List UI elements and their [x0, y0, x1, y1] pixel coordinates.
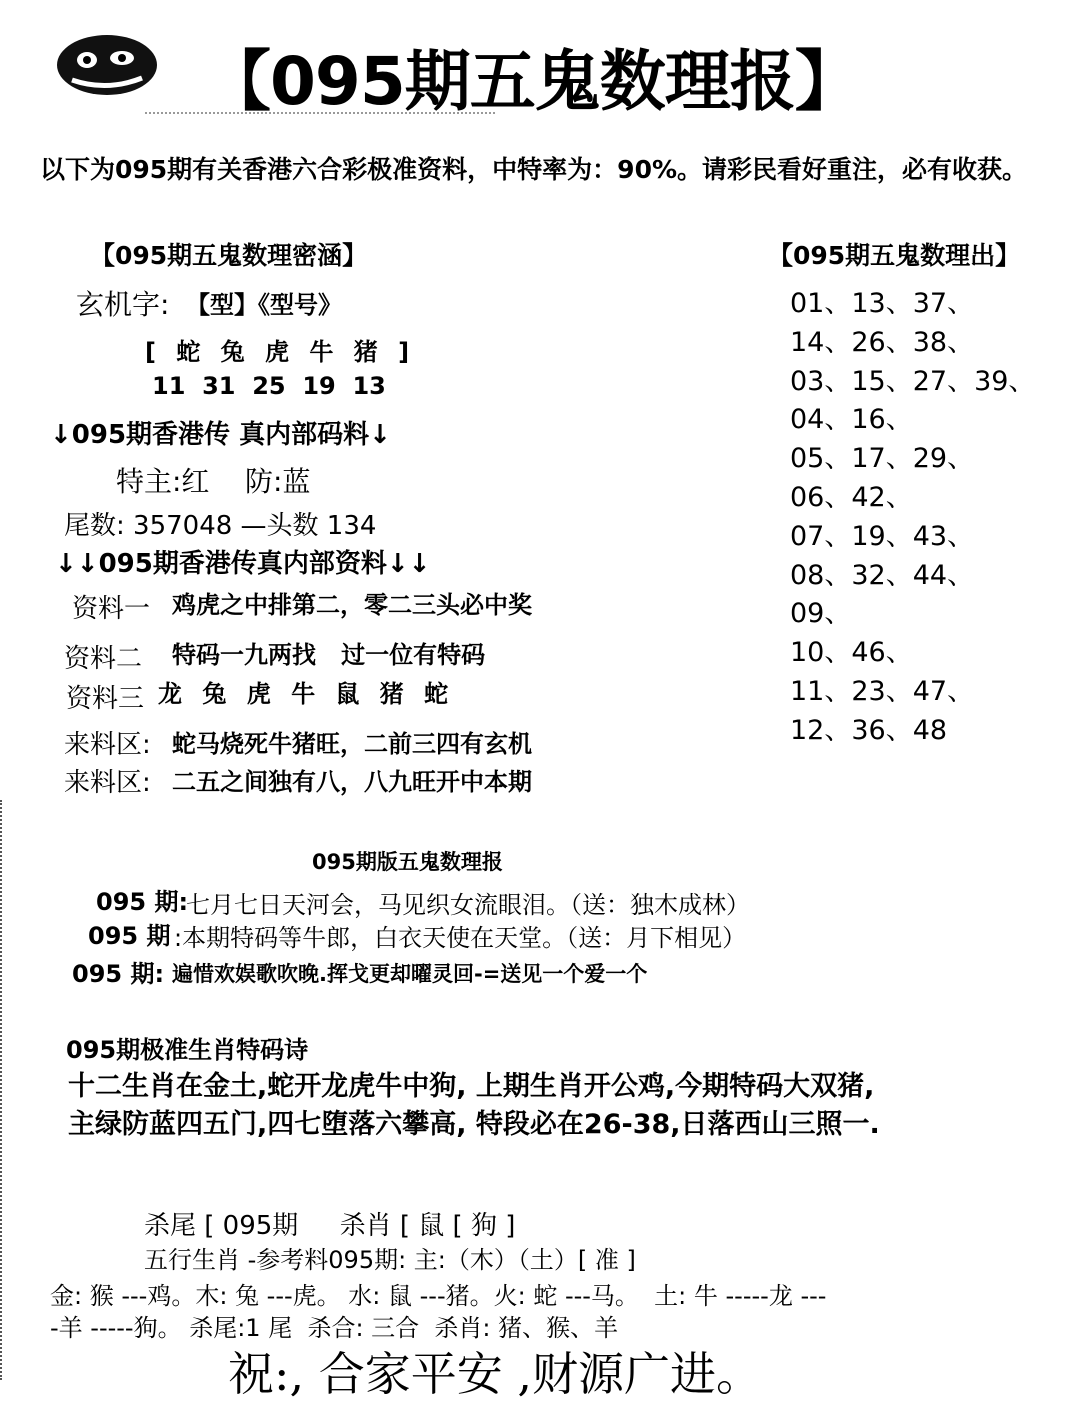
poem-line2-text: :本期特码等牛郎，白衣天使在天堂。（送：月下相见） [174, 924, 747, 952]
section-title-maliao: ↓095期香港传 真内部码料↓ [50, 420, 391, 450]
number-row: 06、42、 [790, 481, 913, 513]
xuanji-value: 【型】《型号》 [186, 291, 342, 319]
poem-line1-label: 095 期: [96, 888, 189, 916]
laiiao1-text: 蛇马烧死牛猪旺，二前三四有玄机 [172, 730, 532, 758]
number-row: 04、16、 [790, 404, 913, 436]
number-row: 10、46、 [790, 637, 913, 669]
poem-line: 主绿防蓝四五门,四七堕落六攀高, 特段必在26-38,日落西山三照一. [68, 1109, 880, 1140]
ghost-logo-icon [52, 30, 162, 100]
number-row: 03、15、27、39、 [790, 365, 1036, 397]
ziliao3-text: 龙 兔 虎 牛 鼠 猪 蛇 [158, 680, 455, 708]
zodiac-numbers: 11 31 25 19 13 [152, 372, 386, 400]
poem-line3-text: 遍惜欢娱歌吹晚.挥戈更却曜灵回-=送见一个爱一个 [172, 962, 648, 986]
intro-text: 以下为095期有关香港六合彩极准资料，中特率为：90%。请彩民看好重注，必有收获。 [40, 155, 1028, 184]
ziliao2-label: 资料二 [64, 644, 143, 674]
left-edge-dotted-border [0, 800, 8, 1380]
right-section-title: 【095期五鬼数理出】 [768, 241, 1021, 270]
number-row: 07、19、43、 [790, 520, 975, 552]
weishu-text: 尾数: 357048 —头数 134 [64, 511, 377, 541]
blessing-text: 祝:, 合家平安 ,财源广进。 [228, 1347, 762, 1401]
laiiao2-label: 来料区: [64, 768, 151, 798]
section-title-mihan: 【095期五鬼数理密涵】 [90, 241, 368, 270]
poem-title: 095期极准生肖特码诗 [66, 1036, 309, 1064]
ziliao1-text: 鸡虎之中排第二，零二三头必中奖 [172, 591, 532, 619]
number-row: 12、36、48 [790, 714, 948, 746]
number-row: 08、32、44、 [790, 559, 975, 591]
xuanji-label: 玄机字: [76, 288, 170, 321]
number-row: 01、13、37、 [790, 288, 975, 319]
section-title-ziliao: ↓↓095期香港传真内部资料↓↓ [55, 549, 431, 579]
laiiao1-label: 来料区: [64, 730, 151, 760]
zodiac-bracket: [ 蛇 兔 虎 牛 猪 ] [145, 338, 416, 366]
title-divider [145, 112, 495, 118]
ziliao3-label: 资料三 [66, 684, 145, 714]
elements-line-2: -羊 -----狗。 杀尾:1 尾 杀合: 三合 杀肖: 猪、猴、羊 [50, 1314, 619, 1342]
poem-block [68, 1068, 880, 1144]
number-row: 05、17、29、 [790, 443, 975, 475]
poem-line1-text: 七月七日天河会，马见织女流眼泪。（送：独木成林） [186, 891, 750, 919]
ziliao1-label: 资料一 [72, 594, 151, 624]
tezhu-text: 特主:红 防:蓝 [116, 465, 311, 498]
poem-line: 十二生肖在金土,蛇开龙虎牛中狗, 上期生肖开公鸡,今期特码大双猪, [68, 1071, 875, 1102]
elements-line: 金: 猴 ---鸡。木: 兔 ---虎。 水: 鼠 ---猪。火: 蛇 ---马。 土: 牛 -----龙 --- [50, 1282, 827, 1310]
poem-line3-label: 095 期: [72, 960, 165, 988]
number-row: 09、 [790, 598, 852, 630]
ziliao2-text: 特码一九两找 过一位有特码 [172, 641, 486, 669]
page-title: 【095期五鬼数理报】 [205, 43, 860, 120]
shawei-line: 杀尾 [ 095期 杀肖 [ 鼠 [ 狗 ] [144, 1211, 516, 1241]
number-list [790, 285, 1035, 751]
number-row: 11、23、47、 [790, 675, 975, 707]
number-row: 14、26、38、 [790, 326, 975, 358]
laiiao2-text: 二五之间独有八，八九旺开中本期 [172, 768, 532, 796]
wuxing-line: 五行生肖 -参考料095期: 主:（木）（土）[ 准 ] [144, 1246, 636, 1274]
poem-line2-label: 095 期 [88, 922, 171, 950]
middle-section-title: 095期版五鬼数理报 [312, 850, 503, 874]
